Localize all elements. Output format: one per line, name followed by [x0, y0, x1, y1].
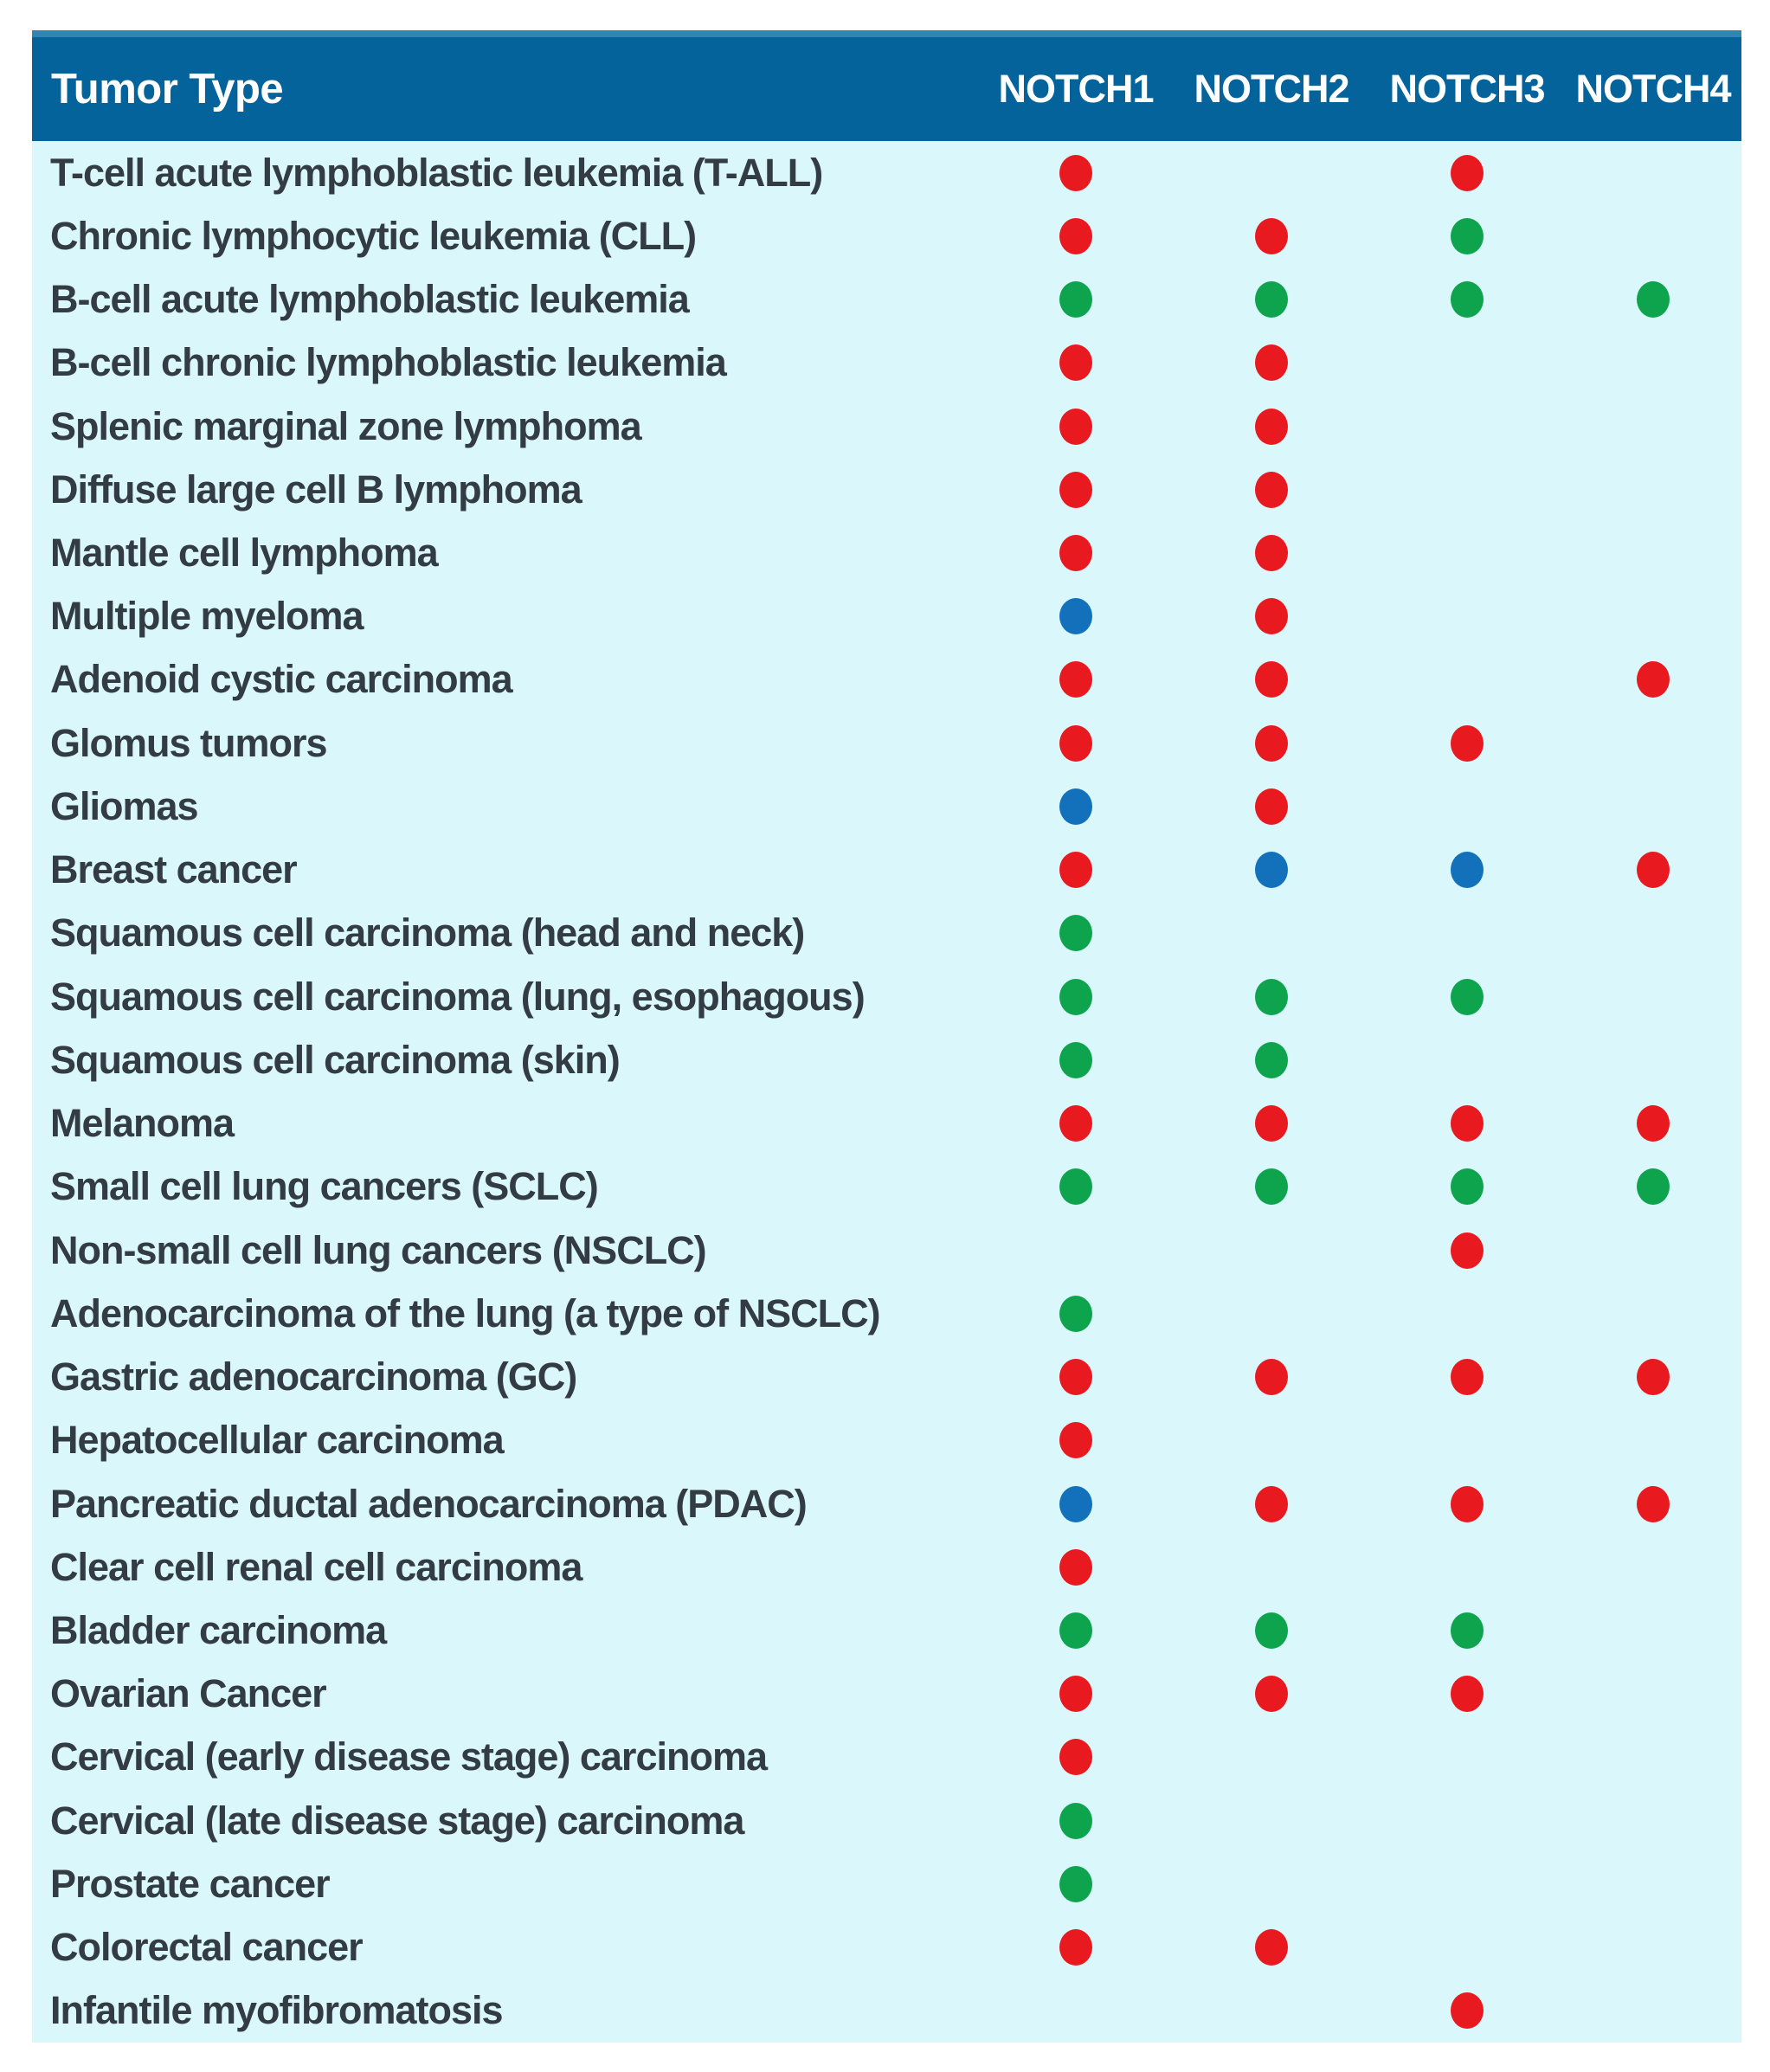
notch1-dot-cell [978, 902, 1174, 965]
notch2-dot-cell [1174, 965, 1369, 1028]
notch4-green-dot [1637, 281, 1670, 318]
notch3-dot-cell [1369, 1155, 1565, 1219]
notch2-red-dot [1255, 1486, 1288, 1522]
notch1-blue-dot [1059, 1486, 1092, 1522]
notch4-dot-cell [1565, 1282, 1741, 1345]
notch2-red-dot [1255, 1929, 1288, 1966]
notch1-dot-cell [978, 1535, 1174, 1599]
notch4-dot-cell [1565, 1092, 1741, 1155]
table-row [32, 1916, 1741, 1979]
notch4-dot-cell [1565, 521, 1741, 584]
tumor-type-label: Adenoid cystic carcinoma [50, 657, 512, 702]
notch1-dot-cell [978, 1726, 1174, 1789]
notch4-dot-cell [1565, 458, 1741, 521]
notch3-dot-cell [1369, 1852, 1565, 1915]
tumor-type-label: Splenic marginal zone lymphoma [50, 403, 641, 448]
notch1-red-dot [1059, 1676, 1092, 1712]
notch3-dot-cell [1369, 648, 1565, 711]
table-row [32, 141, 1741, 204]
notch2-dot-cell [1174, 775, 1369, 838]
notch4-dot-cell [1565, 1599, 1741, 1662]
notch4-red-dot [1637, 1105, 1670, 1142]
notch3-dot-cell [1369, 1092, 1565, 1155]
notch1-red-dot [1059, 1422, 1092, 1458]
table-row [32, 585, 1741, 648]
notch3-dot-cell [1369, 521, 1565, 584]
notch4-dot-cell [1565, 1852, 1741, 1915]
notch3-red-dot [1451, 1486, 1484, 1522]
notch3-green-dot [1451, 979, 1484, 1015]
table-body [32, 141, 1741, 2043]
notch1-green-dot [1059, 1042, 1092, 1078]
tumor-type-label: Prostate cancer [50, 1861, 330, 1906]
notch1-dot-cell [978, 775, 1174, 838]
tumor-type-label: Multiple myeloma [50, 594, 364, 639]
notch1-green-dot [1059, 281, 1092, 318]
notch3-dot-cell [1369, 1789, 1565, 1852]
notch1-red-dot [1059, 472, 1092, 508]
notch3-dot-cell [1369, 775, 1565, 838]
tumor-type-label: Pancreatic ductal adenocarcinoma (PDAC) [50, 1481, 807, 1526]
notch2-dot-cell [1174, 204, 1369, 267]
notch1-green-dot [1059, 1296, 1092, 1332]
notch1-green-dot [1059, 1168, 1092, 1205]
notch1-dot-cell [978, 1028, 1174, 1091]
notch1-dot-cell [978, 267, 1174, 331]
table-row [32, 1282, 1741, 1345]
notch4-dot-cell [1565, 1535, 1741, 1599]
notch1-green-dot [1059, 1612, 1092, 1649]
notch2-red-dot [1255, 661, 1288, 698]
notch2-dot-cell [1174, 1409, 1369, 1472]
notch3-dot-cell [1369, 839, 1565, 902]
notch3-dot-cell [1369, 965, 1565, 1028]
notch1-red-dot [1059, 218, 1092, 254]
notch2-dot-cell [1174, 141, 1369, 204]
table-row [32, 839, 1741, 902]
notch3-dot-cell [1369, 395, 1565, 458]
notch1-dot-cell [978, 1219, 1174, 1282]
notch4-dot-cell [1565, 1345, 1741, 1408]
notch2-dot-cell [1174, 711, 1369, 775]
notch1-dot-cell [978, 1472, 1174, 1535]
notch4-dot-cell [1565, 1409, 1741, 1472]
notch1-dot-cell [978, 711, 1174, 775]
notch3-dot-cell [1369, 1726, 1565, 1789]
notch2-dot-cell [1174, 395, 1369, 458]
notch1-dot-cell [978, 1599, 1174, 1662]
table-row [32, 1535, 1741, 1599]
header-notch1: NOTCH1 [998, 67, 1154, 111]
notch1-dot-cell [978, 965, 1174, 1028]
notch2-dot-cell [1174, 267, 1369, 331]
tumor-type-label: Cervical (early disease stage) carcinoma [50, 1734, 767, 1779]
header-notch2: NOTCH2 [1194, 67, 1349, 111]
notch3-dot-cell [1369, 1535, 1565, 1599]
notch3-red-dot [1451, 1105, 1484, 1142]
notch3-dot-cell [1369, 204, 1565, 267]
notch2-dot-cell [1174, 839, 1369, 902]
tumor-type-label: Non-small cell lung cancers (NSCLC) [50, 1227, 706, 1272]
tumor-type-label: Adenocarcinoma of the lung (a type of NSCLC) [50, 1290, 880, 1335]
tumor-type-label: Breast cancer [50, 847, 297, 892]
notch4-dot-cell [1565, 902, 1741, 965]
notch3-green-dot [1451, 281, 1484, 318]
notch3-red-dot [1451, 725, 1484, 762]
notch2-red-dot [1255, 472, 1288, 508]
notch2-red-dot [1255, 1359, 1288, 1395]
tumor-type-label: T-cell acute lymphoblastic leukemia (T-ALL) [50, 150, 823, 195]
notch2-dot-cell [1174, 1852, 1369, 1915]
notch2-dot-cell [1174, 902, 1369, 965]
notch1-red-dot [1059, 535, 1092, 571]
table-row [32, 521, 1741, 584]
table-row [32, 204, 1741, 267]
notch2-green-dot [1255, 979, 1288, 1015]
notch1-dot-cell [978, 331, 1174, 395]
notch3-dot-cell [1369, 1028, 1565, 1091]
notch4-dot-cell [1565, 648, 1741, 711]
tumor-type-label: Bladder carcinoma [50, 1608, 387, 1652]
notch1-dot-cell [978, 1155, 1174, 1219]
table-row [32, 1663, 1741, 1726]
table-row [32, 1092, 1741, 1155]
table-row [32, 965, 1741, 1028]
notch1-red-dot [1059, 1929, 1092, 1966]
table-row [32, 775, 1741, 838]
tumor-type-label: Infantile myofibromatosis [50, 1988, 503, 2033]
notch3-blue-dot [1451, 852, 1484, 888]
notch3-red-dot [1451, 155, 1484, 191]
notch4-dot-cell [1565, 1155, 1741, 1219]
notch4-dot-cell [1565, 1726, 1741, 1789]
notch2-red-dot [1255, 1105, 1288, 1142]
notch1-red-dot [1059, 155, 1092, 191]
tumor-type-label: Small cell lung cancers (SCLC) [50, 1164, 598, 1209]
header-tumor-type: Tumor Type [51, 66, 284, 113]
notch3-green-dot [1451, 218, 1484, 254]
notch3-dot-cell [1369, 902, 1565, 965]
notch2-green-dot [1255, 281, 1288, 318]
notch4-dot-cell [1565, 1916, 1741, 1979]
notch4-red-dot [1637, 1359, 1670, 1395]
tumor-type-label: Clear cell renal cell carcinoma [50, 1544, 582, 1589]
notch2-green-dot [1255, 1168, 1288, 1205]
notch1-red-dot [1059, 661, 1092, 698]
tumor-type-label: B-cell chronic lymphoblastic leukemia [50, 340, 726, 385]
tumor-type-label: Melanoma [50, 1101, 235, 1146]
notch3-dot-cell [1369, 458, 1565, 521]
table-row [32, 1599, 1741, 1662]
table-row [32, 1979, 1741, 2043]
notch4-dot-cell [1565, 267, 1741, 331]
notch1-dot-cell [978, 458, 1174, 521]
table-row [32, 902, 1741, 965]
notch2-dot-cell [1174, 1789, 1369, 1852]
notch2-dot-cell [1174, 1219, 1369, 1282]
notch2-red-dot [1255, 725, 1288, 762]
notch3-dot-cell [1369, 585, 1565, 648]
notch3-red-dot [1451, 1992, 1484, 2029]
notch4-dot-cell [1565, 1663, 1741, 1726]
notch2-green-dot [1255, 1612, 1288, 1649]
notch2-dot-cell [1174, 1028, 1369, 1091]
notch4-dot-cell [1565, 1979, 1741, 2043]
notch1-dot-cell [978, 1345, 1174, 1408]
notch3-red-dot [1451, 1676, 1484, 1712]
table-row [32, 1345, 1741, 1408]
notch3-dot-cell [1369, 711, 1565, 775]
tumor-type-label: Gastric adenocarcinoma (GC) [50, 1355, 577, 1400]
notch2-red-dot [1255, 1676, 1288, 1712]
notch4-dot-cell [1565, 839, 1741, 902]
notch3-dot-cell [1369, 1409, 1565, 1472]
notch4-dot-cell [1565, 965, 1741, 1028]
notch3-dot-cell [1369, 1345, 1565, 1408]
tumor-type-label: Diffuse large cell B lymphoma [50, 467, 582, 512]
notch1-dot-cell [978, 1916, 1174, 1979]
table-row [32, 1155, 1741, 1219]
tumor-type-label: Gliomas [50, 783, 198, 828]
notch4-red-dot [1637, 852, 1670, 888]
notch2-dot-cell [1174, 331, 1369, 395]
tumor-type-label: Mantle cell lymphoma [50, 531, 438, 576]
notch3-green-dot [1451, 1168, 1484, 1205]
notch4-dot-cell [1565, 1472, 1741, 1535]
notch4-red-dot [1637, 661, 1670, 698]
notch4-dot-cell [1565, 775, 1741, 838]
notch1-green-dot [1059, 1866, 1092, 1902]
tumor-type-label: Chronic lymphocytic leukemia (CLL) [50, 213, 697, 258]
notch1-green-dot [1059, 979, 1092, 1015]
notch2-red-dot [1255, 344, 1288, 381]
notch3-dot-cell [1369, 331, 1565, 395]
notch1-dot-cell [978, 141, 1174, 204]
notch2-red-dot [1255, 218, 1288, 254]
notch2-dot-cell [1174, 1726, 1369, 1789]
notch4-dot-cell [1565, 331, 1741, 395]
notch1-dot-cell [978, 585, 1174, 648]
table-row [32, 711, 1741, 775]
tumor-type-label: Colorectal cancer [50, 1925, 363, 1970]
table-row [32, 1409, 1741, 1472]
notch2-red-dot [1255, 535, 1288, 571]
tumor-type-label: Squamous cell carcinoma (head and neck) [50, 911, 805, 956]
notch1-red-dot [1059, 725, 1092, 762]
notch2-red-dot [1255, 598, 1288, 634]
notch3-dot-cell [1369, 1663, 1565, 1726]
notch2-blue-dot [1255, 852, 1288, 888]
table-header [32, 30, 1741, 141]
notch1-dot-cell [978, 1282, 1174, 1345]
tumor-type-label: B-cell acute lymphoblastic leukemia [50, 277, 689, 322]
notch4-dot-cell [1565, 204, 1741, 267]
notch1-green-dot [1059, 1803, 1092, 1839]
notch2-dot-cell [1174, 1282, 1369, 1345]
notch2-dot-cell [1174, 1663, 1369, 1726]
notch2-dot-cell [1174, 1916, 1369, 1979]
notch1-dot-cell [978, 395, 1174, 458]
notch1-red-dot [1059, 852, 1092, 888]
notch4-dot-cell [1565, 141, 1741, 204]
notch3-dot-cell [1369, 1599, 1565, 1662]
notch3-dot-cell [1369, 1979, 1565, 2043]
notch4-dot-cell [1565, 1028, 1741, 1091]
notch2-dot-cell [1174, 1535, 1369, 1599]
notch4-dot-cell [1565, 1789, 1741, 1852]
notch3-dot-cell [1369, 1282, 1565, 1345]
table-row [32, 648, 1741, 711]
header-notch4: NOTCH4 [1575, 67, 1731, 111]
notch2-dot-cell [1174, 1599, 1369, 1662]
header-notch3: NOTCH3 [1389, 67, 1545, 111]
tumor-type-label: Cervical (late disease stage) carcinoma [50, 1798, 744, 1843]
notch1-green-dot [1059, 915, 1092, 951]
notch2-dot-cell [1174, 1092, 1369, 1155]
notch3-dot-cell [1369, 267, 1565, 331]
notch4-dot-cell [1565, 395, 1741, 458]
notch2-dot-cell [1174, 1345, 1369, 1408]
notch3-dot-cell [1369, 1219, 1565, 1282]
notch2-red-dot [1255, 788, 1288, 825]
notch1-red-dot [1059, 344, 1092, 381]
notch2-dot-cell [1174, 1472, 1369, 1535]
notch3-dot-cell [1369, 1472, 1565, 1535]
table-row [32, 331, 1741, 395]
notch2-red-dot [1255, 409, 1288, 445]
notch1-red-dot [1059, 1549, 1092, 1586]
table-row [32, 1852, 1741, 1915]
notch1-dot-cell [978, 1979, 1174, 2043]
table-row [32, 395, 1741, 458]
notch1-red-dot [1059, 1105, 1092, 1142]
notch1-red-dot [1059, 1359, 1092, 1395]
notch3-red-dot [1451, 1359, 1484, 1395]
notch2-dot-cell [1174, 458, 1369, 521]
notch1-dot-cell [978, 1409, 1174, 1472]
notch4-dot-cell [1565, 1219, 1741, 1282]
notch1-dot-cell [978, 1663, 1174, 1726]
tumor-notch-table [32, 30, 1741, 2043]
notch4-red-dot [1637, 1486, 1670, 1522]
notch1-dot-cell [978, 1789, 1174, 1852]
notch1-blue-dot [1059, 788, 1092, 825]
tumor-type-label: Squamous cell carcinoma (skin) [50, 1037, 620, 1082]
notch3-green-dot [1451, 1612, 1484, 1649]
notch1-dot-cell [978, 204, 1174, 267]
table-row [32, 267, 1741, 331]
notch3-red-dot [1451, 1232, 1484, 1269]
tumor-type-label: Squamous cell carcinoma (lung, esophagous) [50, 974, 865, 1019]
notch1-red-dot [1059, 1739, 1092, 1775]
notch2-dot-cell [1174, 521, 1369, 584]
notch1-dot-cell [978, 839, 1174, 902]
notch4-green-dot [1637, 1168, 1670, 1205]
notch1-dot-cell [978, 1092, 1174, 1155]
tumor-type-label: Glomus tumors [50, 720, 327, 765]
table-row [32, 1472, 1741, 1535]
notch2-dot-cell [1174, 648, 1369, 711]
notch1-dot-cell [978, 648, 1174, 711]
notch1-dot-cell [978, 521, 1174, 584]
notch4-dot-cell [1565, 585, 1741, 648]
table-row [32, 1219, 1741, 1282]
notch2-dot-cell [1174, 1979, 1369, 2043]
table-row [32, 458, 1741, 521]
notch2-dot-cell [1174, 585, 1369, 648]
table-row [32, 1726, 1741, 1789]
notch1-red-dot [1059, 409, 1092, 445]
notch2-dot-cell [1174, 1155, 1369, 1219]
table-row [32, 1028, 1741, 1091]
notch4-dot-cell [1565, 711, 1741, 775]
tumor-type-label: Ovarian Cancer [50, 1671, 326, 1716]
table-row [32, 1789, 1741, 1852]
notch1-blue-dot [1059, 598, 1092, 634]
notch3-dot-cell [1369, 1916, 1565, 1979]
notch1-dot-cell [978, 1852, 1174, 1915]
notch2-green-dot [1255, 1042, 1288, 1078]
tumor-type-label: Hepatocellular carcinoma [50, 1418, 504, 1463]
notch3-dot-cell [1369, 141, 1565, 204]
